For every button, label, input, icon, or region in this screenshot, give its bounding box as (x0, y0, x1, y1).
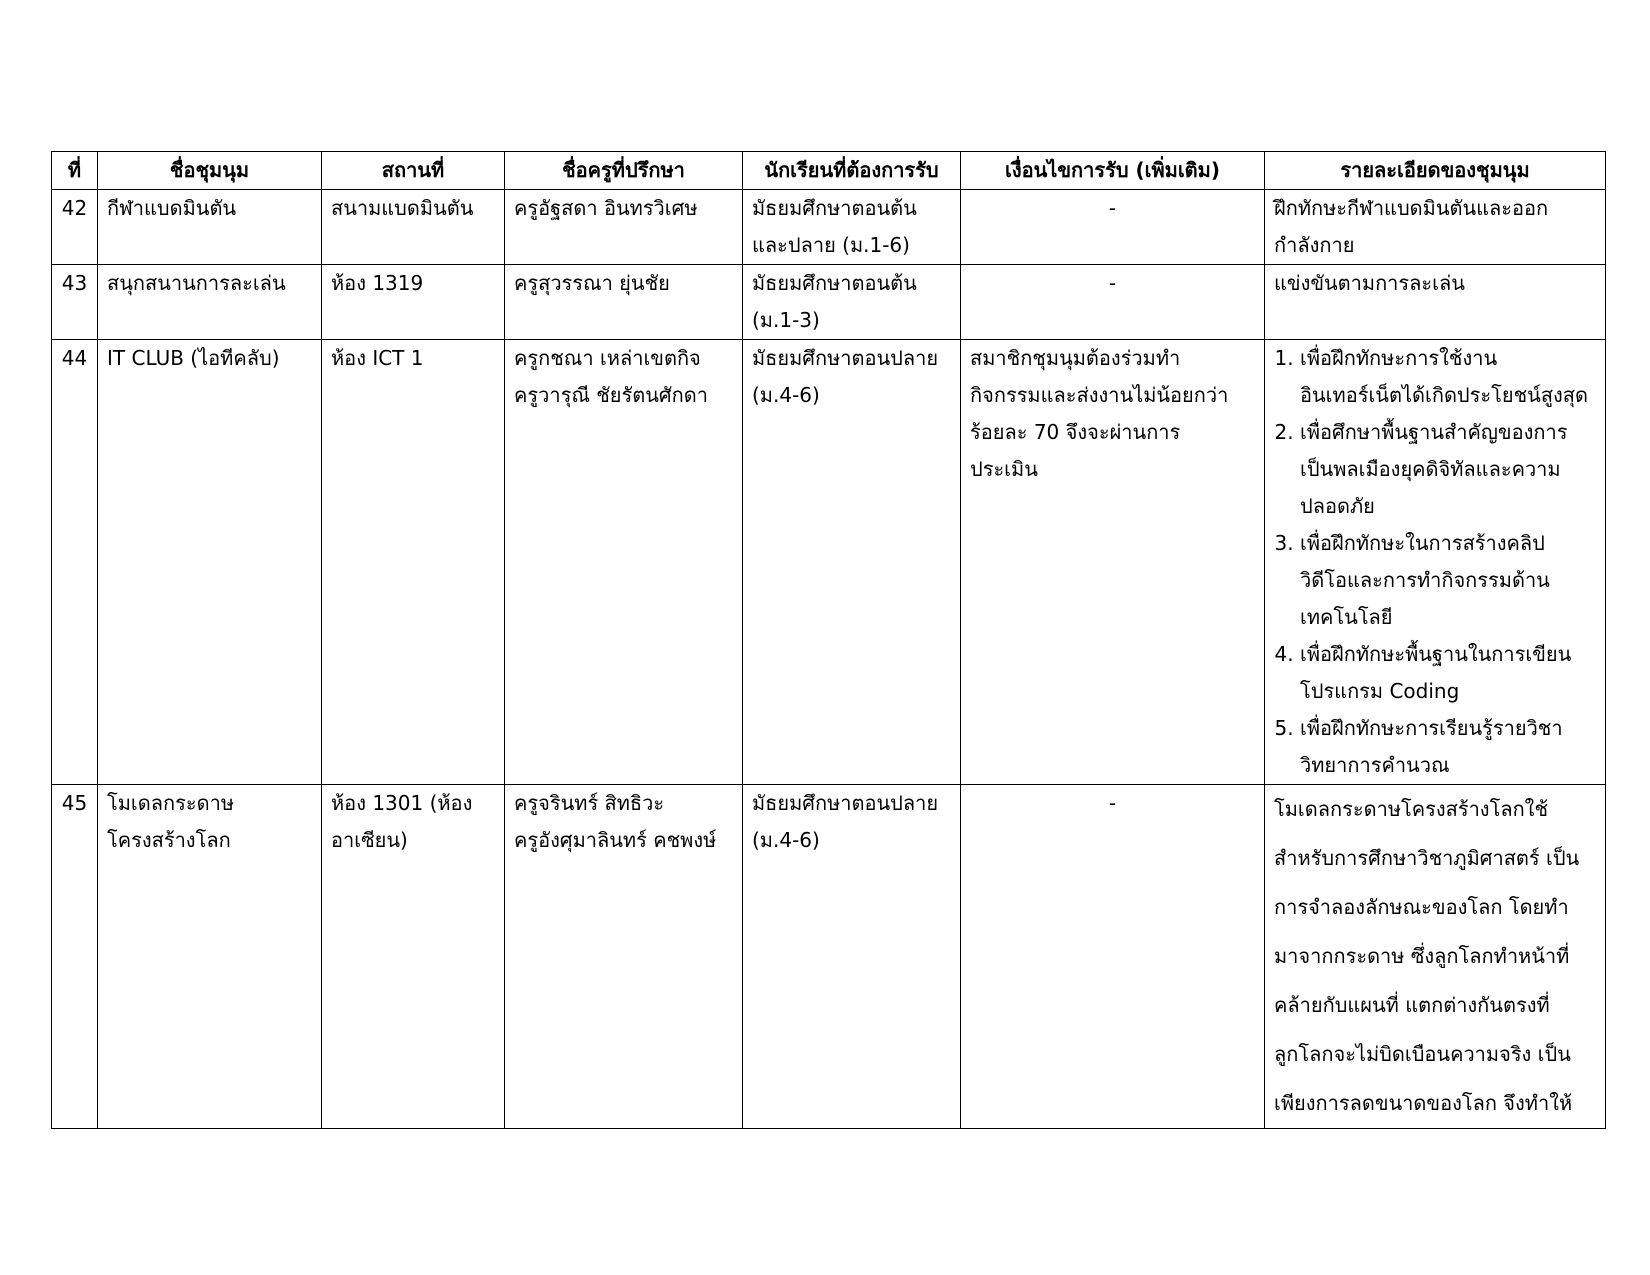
club-name-line: โครงสร้างโลก (107, 828, 231, 852)
details-line: ฝึกทักษะกีฬาแบดมินตันและออก (1274, 196, 1549, 220)
students-line: มัธยมศึกษาตอนต้น (752, 196, 917, 220)
condition-line: - (1108, 196, 1117, 220)
details-line: กำลังกาย (1274, 233, 1355, 257)
club-table (51, 151, 1606, 1129)
table-row (52, 340, 1606, 785)
details-line: สำหรับการศึกษาวิชาภูมิศาสตร์ เป็น (1274, 846, 1580, 870)
advisor-line: ครูวารุณี ชัยรัตนศักดา (514, 383, 708, 407)
cell-place: ห้อง 1319 (322, 265, 505, 340)
cell-club-name: สนุกสนานการละเล่น (98, 265, 322, 340)
condition-line: ประเมิน (970, 457, 1038, 481)
cell-details (1265, 340, 1606, 785)
details-list (1274, 340, 1605, 784)
advisor-line: ครูอัฐสดา อินทรวิเศษ (514, 196, 698, 220)
cell-advisor (505, 265, 743, 340)
details-line: ปลอดภัย (1300, 494, 1375, 518)
details-line: เป็นพลเมืองยุคดิจิทัลและความ (1300, 457, 1561, 481)
cell-condition (961, 190, 1265, 265)
details-line: วิดีโอและการทำกิจกรรมด้าน (1300, 568, 1550, 592)
list-item (1300, 636, 1605, 710)
details-line: อินเทอร์เน็ตได้เกิดประโยชน์สูงสุด (1300, 383, 1588, 407)
header-students: นักเรียนที่ต้องการรับ (743, 152, 961, 190)
cell-advisor (505, 340, 743, 785)
cell-advisor (505, 785, 743, 1129)
list-item (1300, 340, 1605, 414)
advisor-line: ครูกชณา เหล่าเขตกิจ (514, 346, 701, 370)
cell-number: 42 (52, 190, 98, 265)
details-line: 3. เพื่อฝึกทักษะในการสร้างคลิป (1300, 531, 1545, 555)
condition-line: - (1108, 271, 1117, 295)
table-row (52, 190, 1606, 265)
students-line: มัธยมศึกษาตอนปลาย (752, 346, 939, 370)
condition-line: - (1108, 791, 1117, 815)
details-line: การจำลองลักษณะของโลก โดยทำ (1274, 895, 1569, 919)
header-details: รายละเอียดของชุมนุม (1265, 152, 1606, 190)
details-line: แข่งขันตามการละเล่น (1274, 271, 1465, 295)
details-line: 1. เพื่อฝึกทักษะการใช้งาน (1300, 346, 1498, 370)
cell-condition (961, 265, 1265, 340)
details-line: โมเดลกระดาษโครงสร้างโลกใช้ (1274, 797, 1549, 821)
header-condition: เงื่อนไขการรับ (เพิ่มเติม) (961, 152, 1265, 190)
details-line: เทคโนโลยี (1300, 605, 1393, 629)
table-row (52, 265, 1606, 340)
place-line: อาเซียน) (331, 828, 408, 852)
students-line: มัธยมศึกษาตอนต้น (752, 271, 917, 295)
header-row (52, 152, 1606, 190)
cell-students (743, 190, 961, 265)
students-line: และปลาย (ม.1-6) (752, 233, 910, 257)
details-line: 5. เพื่อฝึกทักษะการเรียนรู้รายวิชา (1300, 716, 1563, 740)
advisor-line: ครูสุวรรณา ยุ่นชัย (514, 271, 670, 295)
advisor-line: ครูอังศุมาลินทร์ คชพงษ์ (514, 828, 717, 852)
list-item (1300, 525, 1605, 636)
details-line: เพียงการลดขนาดของโลก จึงทำให้ (1274, 1091, 1573, 1115)
details-line: โปรแกรม Coding (1300, 679, 1460, 703)
condition-line: ร้อยละ 70 จึงจะผ่านการ (970, 420, 1181, 444)
details-line: ลูกโลกจะไม่บิดเบือนความจริง เป็น (1274, 1042, 1571, 1066)
students-line: (ม.4-6) (752, 828, 820, 852)
cell-details (1265, 190, 1606, 265)
cell-number: 43 (52, 265, 98, 340)
club-name-line: โมเดลกระดาษ (107, 791, 235, 815)
list-item (1300, 414, 1605, 525)
cell-students (743, 785, 961, 1129)
advisor-line: ครูจรินทร์ สิทธิวะ (514, 791, 665, 815)
condition-line: สมาชิกชุมนุมต้องร่วมทำ (970, 346, 1181, 370)
students-line: (ม.4-6) (752, 383, 820, 407)
header-advisor: ชื่อครูที่ปรึกษา (505, 152, 743, 190)
condition-line: กิจกรรมและส่งงานไม่น้อยกว่า (970, 383, 1229, 407)
details-line: มาจากกระดาษ ซึ่งลูกโลกทำหน้าที่ (1274, 944, 1570, 968)
students-line: (ม.1-3) (752, 308, 820, 332)
details-line: 4. เพื่อฝึกทักษะพื้นฐานในการเขียน (1300, 642, 1572, 666)
cell-details (1265, 785, 1606, 1129)
cell-condition (961, 785, 1265, 1129)
cell-students (743, 265, 961, 340)
cell-students (743, 340, 961, 785)
details-line: วิทยาการคำนวณ (1300, 753, 1450, 777)
cell-club-name: กีฬาแบดมินตัน (98, 190, 322, 265)
details-line: คล้ายกับแผนที่ แตกต่างกันตรงที่ (1274, 993, 1550, 1017)
cell-place (322, 785, 505, 1129)
students-line: มัธยมศึกษาตอนปลาย (752, 791, 939, 815)
cell-number: 44 (52, 340, 98, 785)
cell-advisor (505, 190, 743, 265)
header-club-name: ชื่อชุมนุม (98, 152, 322, 190)
cell-club-name: IT CLUB (ไอทีคลับ) (98, 340, 322, 785)
list-item (1300, 710, 1605, 784)
table-row (52, 785, 1606, 1129)
cell-number: 45 (52, 785, 98, 1129)
place-line: ห้อง 1301 (ห้อง (331, 791, 473, 815)
details-line: 2. เพื่อศึกษาพื้นฐานสำคัญของการ (1300, 420, 1568, 444)
header-place: สถานที่ (322, 152, 505, 190)
cell-club-name (98, 785, 322, 1129)
header-number: ที่ (52, 152, 98, 190)
cell-place: ห้อง ICT 1 (322, 340, 505, 785)
cell-condition (961, 340, 1265, 785)
cell-place: สนามแบดมินตัน (322, 190, 505, 265)
cell-details (1265, 265, 1606, 340)
